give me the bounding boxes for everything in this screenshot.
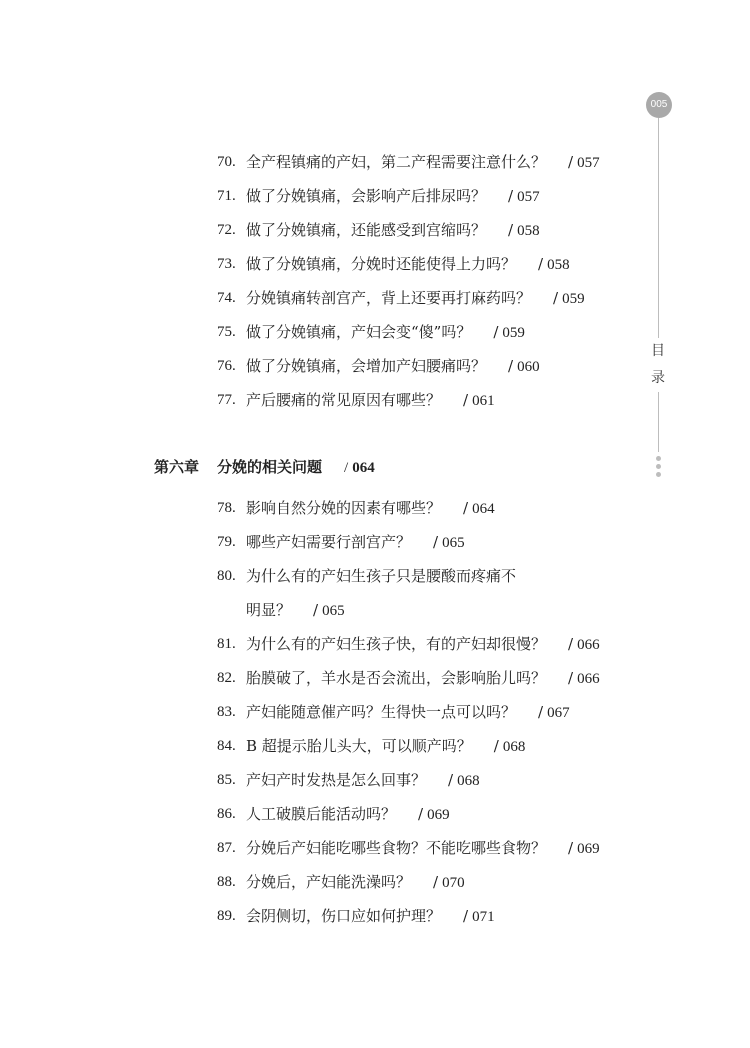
entry-title: 产妇产时发热是怎么回事？ — [246, 771, 427, 789]
entry-page: 057 — [577, 155, 600, 171]
side-label-char: 录 — [651, 370, 665, 386]
entry-page: 060 — [517, 359, 540, 375]
margin-dot — [656, 464, 661, 469]
entry-number: 73. — [217, 256, 236, 272]
entry-number: 78. — [217, 500, 236, 516]
entry-number: 74. — [217, 290, 236, 306]
entry-page: 061 — [472, 393, 495, 409]
entry-number: 75. — [217, 324, 236, 340]
entry-title: 分娩后，产妇能洗澡吗？ — [246, 873, 412, 891]
entry-title: 做了分娩镇痛，还能感受到宫缩吗？ — [246, 221, 487, 239]
entry-page: 059 — [502, 325, 525, 341]
entry-title: 哪些产妇需要行剖宫产？ — [246, 533, 412, 551]
entry-page: 070 — [442, 875, 465, 891]
entry-title: 为什么有的产妇生孩子只是腰酸而疼痛不 — [246, 567, 517, 585]
entry-page: 058 — [547, 257, 570, 273]
entry-title: 做了分娩镇痛，会影响产后排尿吗？ — [246, 187, 487, 205]
entry-title: 产妇能随意催产吗？生得快一点可以吗？ — [246, 703, 517, 721]
entry-title: 做了分娩镇痛，会增加产妇腰痛吗？ — [246, 357, 487, 375]
margin-rule-top — [658, 118, 659, 338]
entry-page: 068 — [502, 739, 526, 755]
margin-dot — [656, 456, 661, 461]
entry-number: 80. — [217, 568, 236, 584]
entry-page: 065 — [322, 603, 345, 619]
entry-title: 影响自然分娩的因素有哪些？ — [246, 499, 442, 517]
table-of-contents: 70. 全产程镇痛的产妇，第二产程需要注意什么？ / 057 71. 做了分娩镇痛，会影响产后排尿吗？ / 057 72. 做了分娩镇痛，还能感受到宫缩吗？ / 058 73. 做了分娩镇痛，分娩时还能使得上力吗？ / 058 74. 分娩镇痛转剖宫产，背上还要再打麻药吗？ / 059 75. 做了分娩镇痛，产妇会变“傻”吗？ / 059 76. 做了分娩镇痛，会增加产妇腰痛吗？ / 060 77. 产后腰痛的常见原因有哪些？ / 061 第六章 分娩的相关问题 / 064 78. 影响自然分娩的因素有哪些？ / 064 79. 哪些产妇需要行剖宫产？ / 065 80. 为什么有的产妇生孩子只是腰酸而疼痛不 明显？ / 065 81. 为什么有的产妇生孩子快，有的产妇却很慢？ / 066 82. 胎膜破了，羊水是否会流出，会影响胎儿吗？ / 066 83. 产妇能随意催产吗？生得快一点可以吗？ / 067 84. B 超提示胎儿头大，可以顺产吗？ / 068 85. 产妇产时发热是怎么回事？ / 068 86. 人工破膜后能活动吗？ / 069 87. 分娩后产妇能吃哪些食物？不能吃哪些食物？ / 069 88. 分娩后，产妇能洗澡吗？ / 070 89. 会阴侧切，伤口应如何护理？ / 071 — [154, 153, 600, 925]
toc-entry-continuation[interactable]: 明显？ / 065 — [246, 601, 345, 619]
entry-number: 88. — [217, 874, 236, 890]
entry-number: 86. — [217, 806, 236, 822]
entry-page: 059 — [562, 291, 585, 307]
entry-title-line2: 明显？ — [246, 601, 292, 619]
margin-dot — [656, 472, 661, 477]
chapter-label: 第六章 — [154, 458, 200, 476]
chapter-heading[interactable]: 第六章 分娩的相关问题 / 064 — [154, 458, 375, 476]
entry-title: 胎膜破了，羊水是否会流出，会影响胎儿吗？ — [246, 669, 547, 687]
entry-page: 069 — [427, 807, 450, 823]
chapter-page: 064 — [352, 460, 375, 476]
entry-number: 84. — [217, 738, 236, 754]
entry-title: 会阴侧切，伤口应如何护理？ — [246, 907, 442, 925]
entry-number: 89. — [217, 908, 236, 924]
entry-page: 067 — [547, 705, 570, 721]
entry-number: 79. — [217, 534, 236, 550]
entry-page: 066 — [577, 637, 600, 653]
entry-title: 做了分娩镇痛，分娩时还能使得上力吗？ — [246, 255, 517, 273]
entry-number: 81. — [217, 636, 236, 652]
entry-page: 064 — [472, 501, 495, 517]
entry-page: 071 — [472, 909, 495, 925]
entry-title: 做了分娩镇痛，产妇会变“傻”吗？ — [246, 323, 472, 341]
entry-number: 72. — [217, 222, 236, 238]
entry-number: 76. — [217, 358, 236, 374]
entry-number: 70. — [217, 154, 236, 170]
entry-page: 066 — [577, 671, 600, 687]
entry-title: 产后腰痛的常见原因有哪些？ — [246, 391, 442, 409]
entry-number: 83. — [217, 704, 236, 720]
chapter-title: 分娩的相关问题 — [217, 458, 323, 476]
entry-page: 065 — [442, 535, 465, 551]
page-number-badge: 005 — [646, 92, 672, 118]
entry-number: 87. — [217, 840, 236, 856]
entry-title: 分娩镇痛转剖宫产，背上还要再打麻药吗？ — [246, 289, 532, 307]
margin-rule-bottom — [658, 392, 659, 452]
entry-page: 069 — [577, 841, 600, 857]
entry-number: 77. — [217, 392, 236, 408]
side-label-char: 目 — [651, 343, 665, 359]
entry-title: 人工破膜后能活动吗？ — [246, 805, 397, 823]
entry-title: 分娩后产妇能吃哪些食物？不能吃哪些食物？ — [246, 839, 547, 857]
entry-title: 为什么有的产妇生孩子快，有的产妇却很慢？ — [246, 635, 547, 653]
entry-title: 全产程镇痛的产妇，第二产程需要注意什么？ — [246, 153, 547, 171]
entry-number: 82. — [217, 670, 236, 686]
entry-page: 057 — [517, 189, 540, 205]
entry-number: 85. — [217, 772, 236, 788]
entry-number: 71. — [217, 188, 236, 204]
entry-title: B 超提示胎儿头大，可以顺产吗？ — [246, 737, 472, 755]
entry-page: 068 — [457, 773, 480, 789]
entry-page: 058 — [517, 223, 540, 239]
